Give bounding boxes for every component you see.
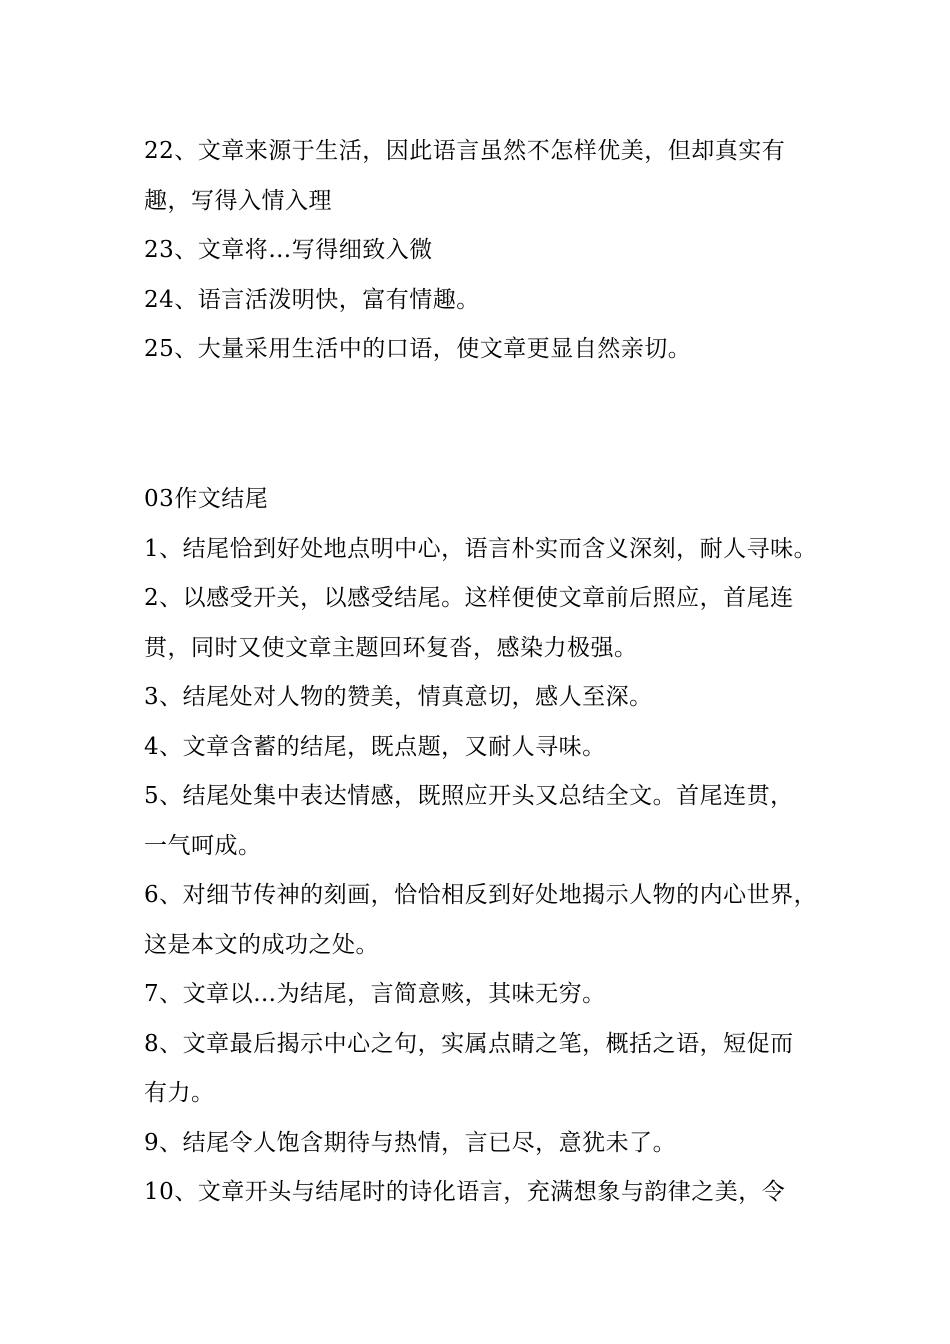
text-line: 2、以感受开关，以感受结尾。这样便使文章前后照应，首尾连 <box>144 585 794 611</box>
text-line: 9、结尾令人饱含期待与热情，言已尽，意犹未了。 <box>144 1129 677 1156</box>
text-line: 3、结尾处对人物的赞美，情真意切，感人至深。 <box>144 684 653 710</box>
text-line: 这是本文的成功之处。 <box>144 931 379 958</box>
text-line: 23、文章将…写得细致入微 <box>144 237 433 263</box>
text-line: 4、文章含蓄的结尾，既点题，又耐人寻味。 <box>144 733 606 760</box>
text-line: 10、文章开头与结尾时的诗化语言，充满想象与韵律之美，令 <box>144 1179 786 1205</box>
text-line: 24、语言活泼明快，富有情趣。 <box>144 286 480 313</box>
language-comments-section <box>144 127 814 375</box>
text-line: 7、文章以…为结尾，言简意赅，其味无穷。 <box>144 981 606 1007</box>
text-line: 有力。 <box>144 1080 215 1106</box>
text-line: 5、结尾处集中表达情感，既照应开头又总结全文。首尾连贯， <box>144 783 794 809</box>
text-line: 趣，写得入情入理 <box>144 187 332 214</box>
text-line: 一气呵成。 <box>144 832 262 859</box>
ending-comments-section <box>144 475 818 1218</box>
text-line: 6、对细节传神的刻画，恰恰相反到好处地揭示人物的内心世界， <box>144 882 818 908</box>
section-heading: 03作文结尾 <box>144 486 269 512</box>
text-line: 贯，同时又使文章主题回环复沓，感染力极强。 <box>144 634 638 661</box>
text-line: 22、文章来源于生活，因此语言虽然不怎样优美，但却真实有 <box>144 138 786 164</box>
text-line: 1、结尾恰到好处地点明中心，语言朴实而含义深刻，耐人寻味。 <box>144 535 818 562</box>
text-line: 8、文章最后揭示中心之句，实属点睛之笔，概括之语，短促而 <box>144 1030 794 1057</box>
text-line: 25、大量采用生活中的口语，使文章更显自然亲切。 <box>144 336 692 362</box>
